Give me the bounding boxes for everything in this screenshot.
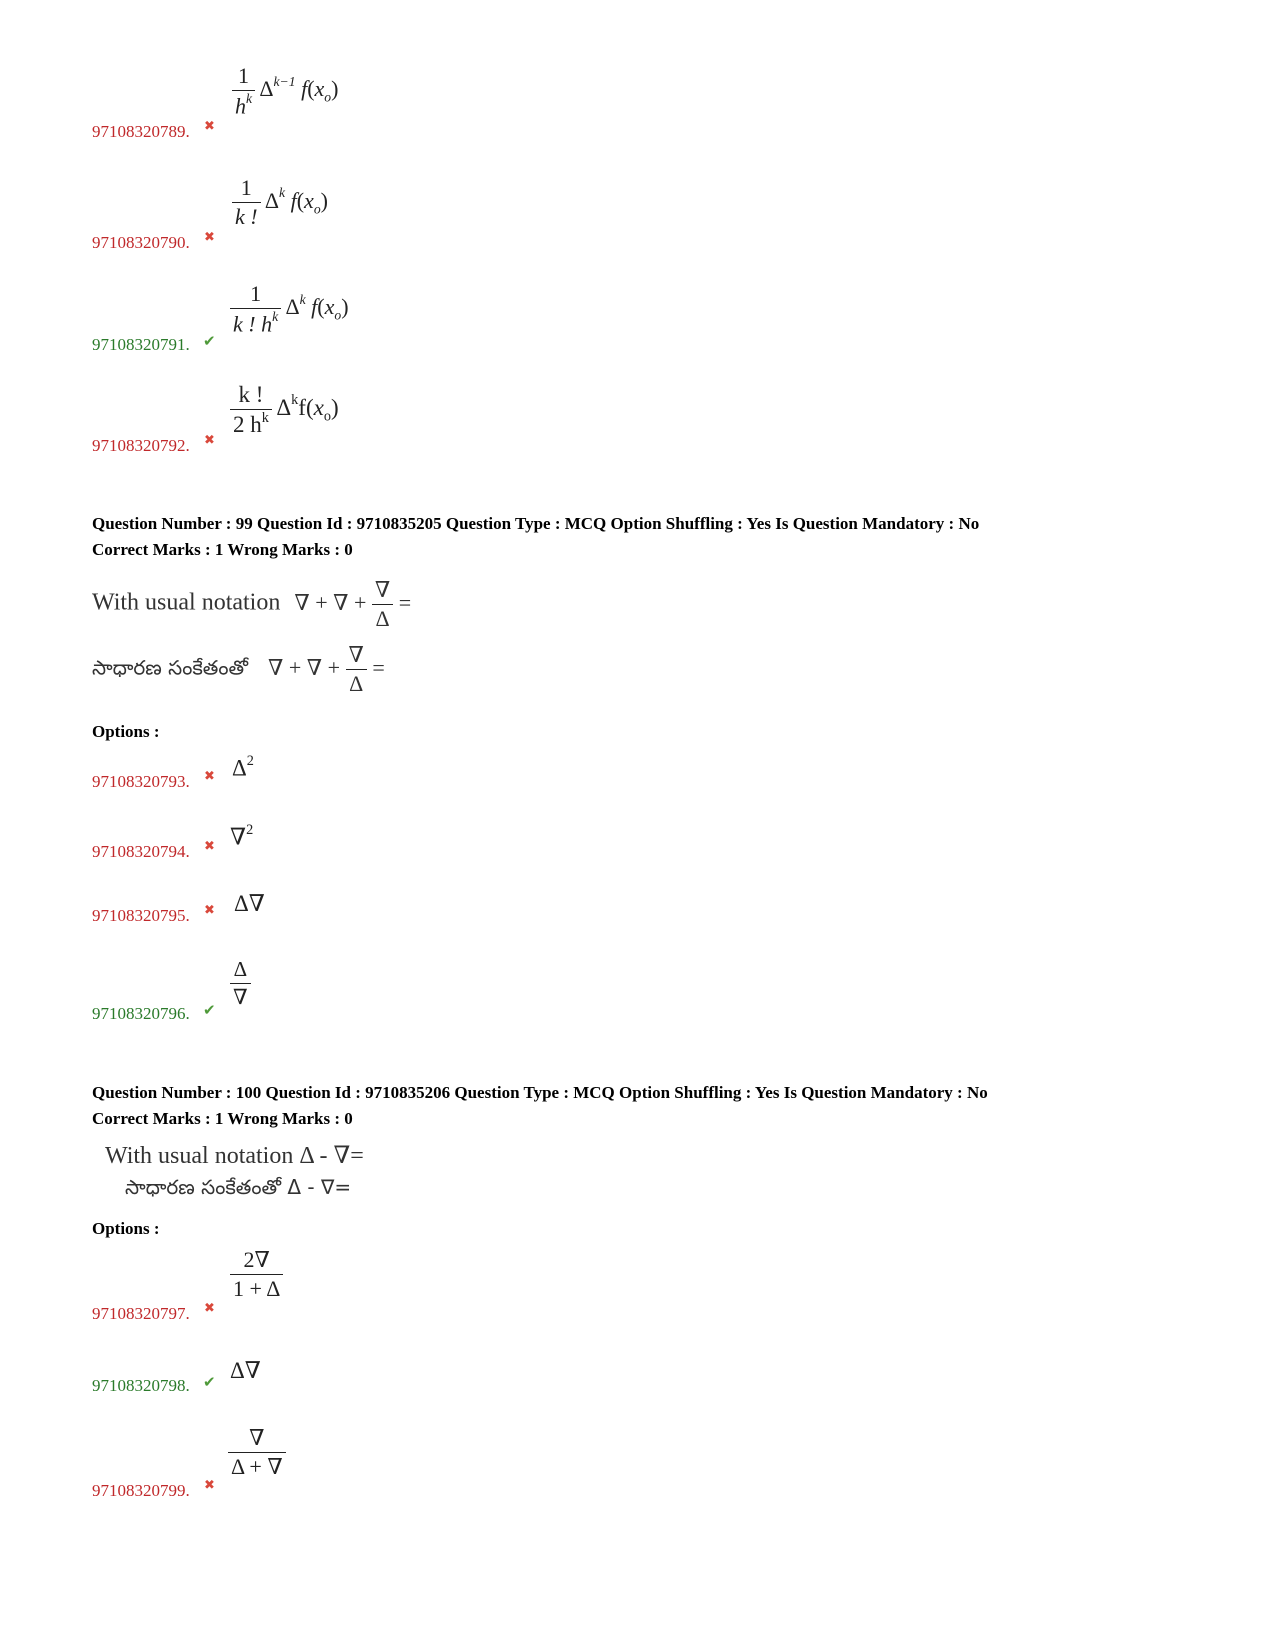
question-header: Question Number : 99 Question Id : 9710835205 Question Type : MCQ Option Shuffling : Yes Is Question Mandatory : No <box>92 514 980 533</box>
options-label: Options : <box>92 722 160 741</box>
option-id: 97108320790. <box>92 233 190 252</box>
option-id: 97108320799. <box>92 1481 190 1500</box>
question-marks: Correct Marks : 1 Wrong Marks : 0 <box>92 540 353 559</box>
question-text-english: With usual notation ∇ + ∇ + $\frac{\nabla}{\Delta}$ = <box>92 577 412 632</box>
cross-icon: ✖ <box>204 230 215 245</box>
option-formula: ∇$^2$ <box>230 821 254 850</box>
question-text-label: With usual notation <box>92 589 281 616</box>
cross-icon: ✖ <box>204 839 215 854</box>
option-formula: $\frac{1}{h^k}$ $\Delta^{k-1}$ $f(x_o)$ <box>232 64 338 119</box>
option-formula: $\frac{k !}{2 h^k}$ $\Delta^kf(x_o)$ <box>230 382 339 438</box>
question-text-english: With usual notation Δ - ∇= <box>105 1143 364 1169</box>
option-formula: $\Delta^2$ <box>232 752 254 781</box>
question-text-label: సాధారణ సంకేతంతో <box>92 655 248 680</box>
question-text-telugu: సాధారణ సంకేతంతో ∇ + ∇ + $\frac{\nabla}{\Delta}$ = <box>92 642 385 697</box>
check-icon: ✔ <box>203 1001 216 1019</box>
option-id: 97108320795. <box>92 906 190 925</box>
option-id: 97108320796. <box>92 1004 190 1023</box>
question-header: Question Number : 100 Question Id : 9710835206 Question Type : MCQ Option Shuffling : Yes Is Question Mandatory : No <box>92 1083 988 1102</box>
question-marks: Correct Marks : 1 Wrong Marks : 0 <box>92 1109 353 1128</box>
option-formula: $\frac{1}{k ! h^k}$ $\Delta^k$ $f(x_o)$ <box>230 282 349 337</box>
option-formula: Δ∇ <box>230 1358 261 1383</box>
cross-icon: ✖ <box>204 1478 215 1493</box>
option-id: 97108320789. <box>92 122 190 141</box>
option-formula: $\frac{\nabla}{\Delta + \nabla}$ <box>228 1426 286 1479</box>
option-id: 97108320798. <box>92 1376 190 1395</box>
option-id: 97108320797. <box>92 1304 190 1323</box>
option-id: 97108320793. <box>92 772 190 791</box>
check-icon: ✔ <box>203 332 216 350</box>
cross-icon: ✖ <box>204 119 215 134</box>
option-formula: $\frac{2\nabla}{1 + \Delta}$ <box>230 1248 283 1301</box>
option-id: 97108320794. <box>92 842 190 861</box>
option-id: 97108320792. <box>92 436 190 455</box>
option-formula: $\frac{1}{k !}$ $\Delta^k$ $f(x_o)$ <box>232 176 328 229</box>
option-formula: $\frac{\Delta}{\nabla}$ <box>230 958 251 1009</box>
cross-icon: ✖ <box>204 903 215 918</box>
option-formula: Δ∇ <box>234 891 265 916</box>
cross-icon: ✖ <box>204 433 215 448</box>
check-icon: ✔ <box>203 1373 216 1391</box>
question-text-telugu: సాధారణ సంకేతంతో Δ - ∇= <box>125 1175 352 1199</box>
options-label: Options : <box>92 1219 160 1238</box>
cross-icon: ✖ <box>204 769 215 784</box>
cross-icon: ✖ <box>204 1301 215 1316</box>
option-id: 97108320791. <box>92 335 190 354</box>
